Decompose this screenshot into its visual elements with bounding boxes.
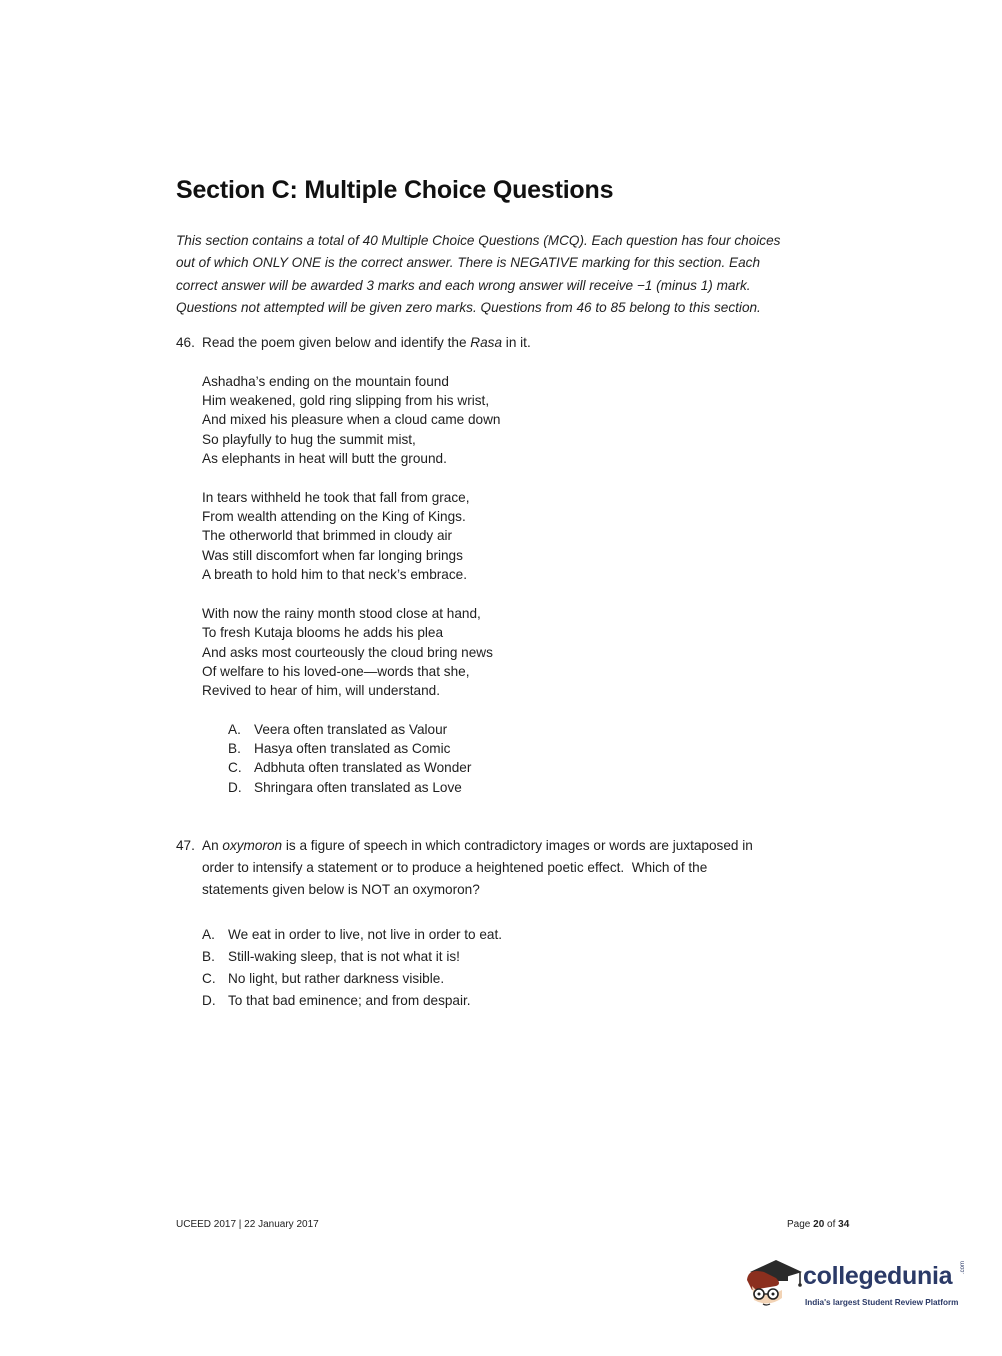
section-title: Section C: Multiple Choice Questions [176, 176, 614, 204]
poem-line: As elephants in heat will butt the ground. [202, 451, 447, 466]
option-c[interactable]: No light, but rather darkness visible. [228, 971, 445, 986]
option-c[interactable]: Adbhuta often translated as Wonder [254, 760, 472, 775]
logo-domain: .com [960, 1260, 966, 1274]
option-letter: B. [228, 741, 241, 756]
poem-line: To fresh Kutaja blooms he adds his plea [202, 625, 444, 640]
poem-line: Revived to hear of him, will understand. [202, 683, 441, 698]
section-instructions [176, 230, 826, 320]
option-letter: B. [202, 949, 215, 964]
option-letter: D. [202, 993, 216, 1008]
question-number: 46. [176, 335, 195, 350]
poem-line: A breath to hold him to that neck’s embrace. [202, 567, 467, 582]
instructions-line: This section contains a total of 40 Multiple Choice Questions (MCQ). Each question has four choices [176, 233, 781, 248]
question-number: 47. [176, 838, 195, 853]
poem-line: The otherworld that brimmed in cloudy air [202, 528, 453, 543]
poem-line: Was still discomfort when far longing brings [202, 548, 463, 563]
poem-line: Ashadha’s ending on the mountain found [202, 374, 449, 389]
instructions-line: correct answer will be awarded 3 marks and each wrong answer will receive −1 (minus 1) mark. [176, 277, 751, 293]
mascot-icon [742, 1250, 804, 1312]
instructions-line: Questions not attempted will be given zero marks. Questions from 46 to 85 belong to this section. [176, 300, 761, 316]
question-text-line: statements given below is NOT an oxymoron? [202, 882, 480, 897]
poem-line: Him weakened, gold ring slipping from his wrist, [202, 393, 490, 408]
footer-exam-info: UCEED 2017 | 22 January 2017 [176, 1219, 319, 1230]
option-letter: A. [228, 722, 241, 737]
option-letter: C. [228, 760, 242, 775]
poem-line: And asks most courteously the cloud bring news [202, 645, 493, 660]
option-d[interactable]: Shringara often translated as Love [254, 780, 462, 795]
question-text: Read the poem given below and identify the Rasa in it. [202, 335, 531, 350]
logo-tagline: India's largest Student Review Platform [805, 1298, 959, 1307]
option-b[interactable]: Hasya often translated as Comic [254, 741, 451, 756]
poem-line: So playfully to hug the summit mist, [202, 432, 416, 447]
option-a[interactable]: We eat in order to live, not live in order to eat. [228, 927, 503, 942]
poem-line: Of welfare to his loved-one—words that she, [202, 664, 470, 679]
option-letter: A. [202, 927, 215, 942]
option-d[interactable]: To that bad eminence; and from despair. [228, 993, 471, 1008]
question-text-line: order to intensify a statement or to produce a heightened poetic effect. Which of the [202, 860, 708, 875]
option-a[interactable]: Veera often translated as Valour [254, 722, 448, 737]
question-text-line: An oxymoron is a figure of speech in which contradictory images or words are juxtaposed in [202, 838, 753, 853]
option-b[interactable]: Still-waking sleep, that is not what it is! [228, 949, 460, 964]
poem-line: With now the rainy month stood close at hand, [202, 606, 481, 621]
rasa-term: Rasa [470, 335, 503, 350]
instructions-line: out of which ONLY ONE is the correct answer. There is NEGATIVE marking for this section. Each [176, 255, 761, 271]
poem-line: In tears withheld he took that fall from grace, [202, 490, 470, 505]
poem-line: From wealth attending on the King of Kings. [202, 509, 466, 524]
logo-wordmark: collegedunia [803, 1262, 953, 1290]
option-letter: C. [202, 971, 216, 986]
footer-page-number: Page 20 of 34 [787, 1219, 850, 1230]
option-letter: D. [228, 780, 242, 795]
poem-line: And mixed his pleasure when a cloud came down [202, 412, 501, 427]
oxymoron-term: oxymoron [222, 838, 283, 853]
